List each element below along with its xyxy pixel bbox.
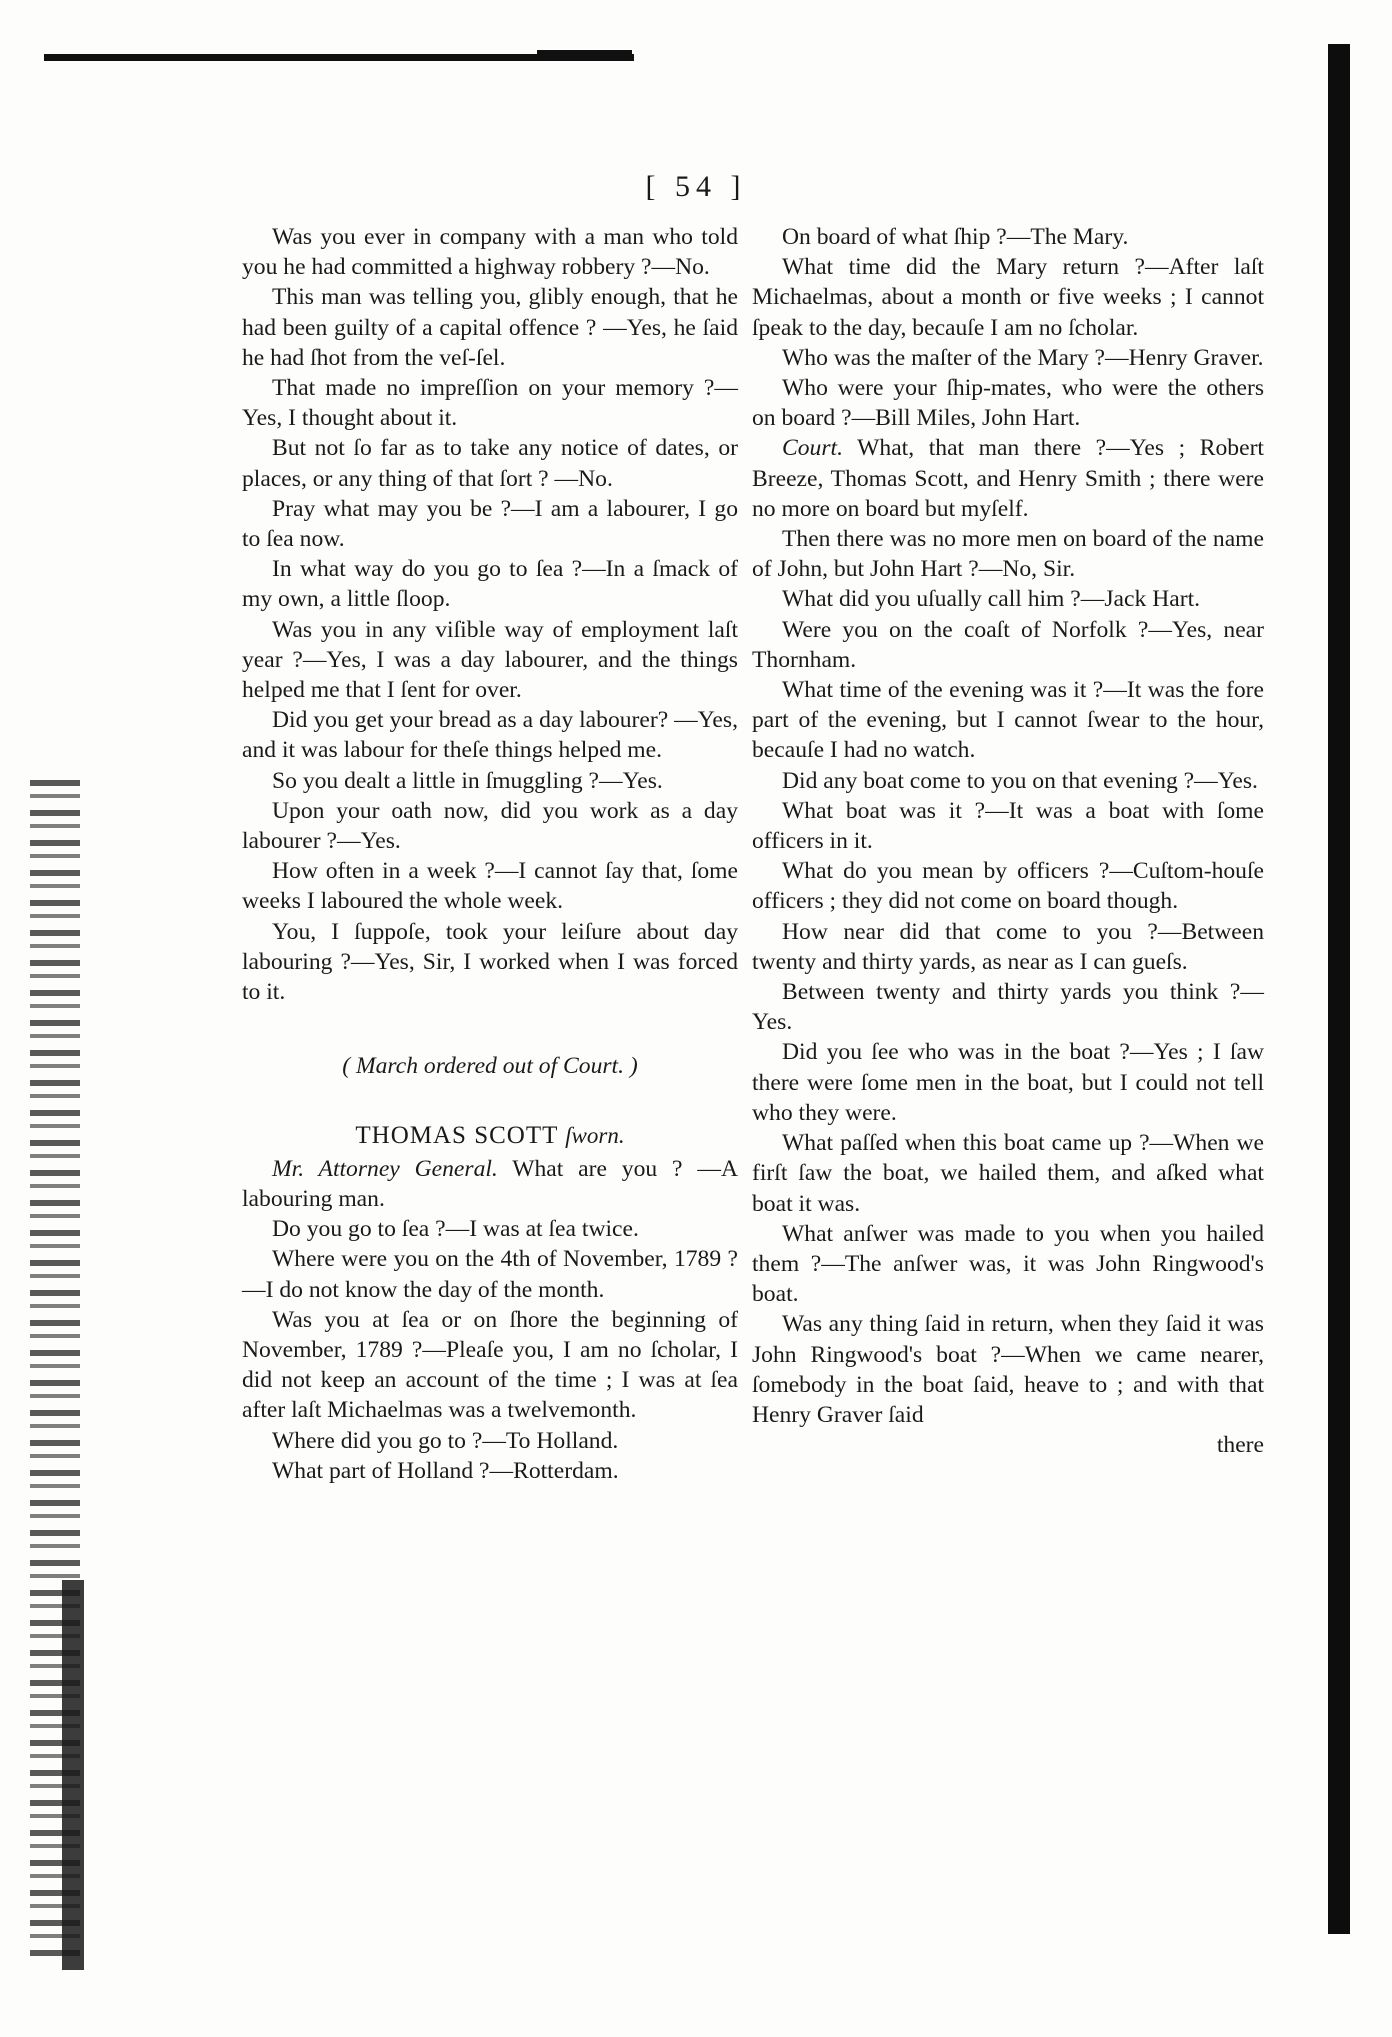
- paragraph: Did you get your bread as a day labourer? —Yes, and it was labour for theſe things helped me.: [242, 707, 738, 764]
- witness-heading: [242, 1121, 738, 1151]
- paragraph: [242, 1154, 738, 1214]
- paragraph: Where did you go to ?—To Holland.: [272, 1427, 619, 1454]
- paragraph: Do you go to ſea ?—I was at ſea twice.: [272, 1216, 639, 1243]
- paragraph: Was you at ſea or on ſhore the beginning of November, 1789 ?—Pleaſe you, I am no ſcholar, I did not keep an account of the time ; I was at ſea after laſt Michaelmas was a twelvemonth.: [242, 1306, 738, 1424]
- paragraph: How often in a week ?—I cannot ſay that, ſome weeks I laboured the whole week.: [242, 858, 738, 915]
- paragraph: In what way do you go to ſea ?—In a ſmack of my own, a little ſloop.: [242, 556, 738, 613]
- paragraph: Were you on the coaſt of Norfolk ?—Yes, near Thornham.: [752, 616, 1264, 673]
- paragraph: What part of Holland ?—Rotterdam.: [272, 1457, 619, 1484]
- left-column: [242, 222, 738, 1486]
- paragraph: What do you mean by officers ?—Cuſtom-houſe officers ; they did not come on board though.: [752, 858, 1264, 915]
- right-column: [752, 222, 1264, 1460]
- paragraph: What boat was it ?—It was a boat with ſome officers in it.: [752, 797, 1264, 855]
- paragraph: What time did the Mary return ?—After laſt Michaelmas, about a month or five weeks ; I cannot ſpeak to the day, becauſe I am no ſcholar.: [752, 254, 1264, 341]
- catchword: there: [1216, 1432, 1264, 1459]
- paragraph: Between twenty and thirty yards you think ?—Yes.: [752, 979, 1264, 1036]
- counsel-text: What are you ? —A labouring man.: [242, 1155, 738, 1212]
- paragraph: Then there was no more men on board of the name of John, but John Hart ?—No, Sir.: [752, 526, 1264, 583]
- sworn-label: ſworn.: [565, 1123, 625, 1149]
- paragraph: What time of the evening was it ?—It was the fore part of the evening, but I cannot ſwear to the hour, becauſe I had no watch.: [752, 677, 1264, 764]
- counsel-label: Mr. Attorney General.: [272, 1155, 498, 1182]
- paragraph: You, I ſuppoſe, took your leiſure about day labouring ?—Yes, Sir, I worked when I was forced to it.: [242, 918, 738, 1006]
- paragraph: This man was telling you, glibly enough, that he had been guilty of a capital offence ? —Yes, he ſaid he had ſhot from the veſ-ſel.: [242, 284, 738, 371]
- witness-name: THOMAS SCOTT: [355, 1122, 558, 1150]
- paragraph: Did any boat come to you on that evening ?—Yes.: [782, 767, 1258, 794]
- paragraph: Was any thing ſaid in return, when they ſaid it was John Ringwood's boat ?—When we came nearer, ſomebody in the boat ſaid, heave to ; and with that Henry Graver ſaid: [752, 1311, 1264, 1428]
- paragraph: Upon your oath now, did you work as a day labourer ?—Yes.: [242, 797, 738, 855]
- paragraph: Where were you on the 4th of November, 1789 ?—I do not know the day of the month.: [242, 1246, 738, 1303]
- scan-edge-rule-short: [537, 50, 632, 56]
- paragraph: So you dealt a little in ſmuggling ?—Yes.: [272, 767, 663, 794]
- paragraph: What paſſed when this boat came up ?—When we firſt ſaw the boat, we hailed them, and aſked what boat it was.: [752, 1130, 1264, 1217]
- paragraph: What anſwer was made to you when you hailed them ?—The anſwer was, it was John Ringwood's boat.: [752, 1220, 1264, 1308]
- paragraph: That made no impreſſion on your memory ?—Yes, I thought about it.: [242, 375, 738, 432]
- paragraph: Pray what may you be ?—I am a labourer, I go to ſea now.: [242, 495, 738, 553]
- paragraph: How near did that come to you ?—Between twenty and thirty yards, as near as I can gueſs.: [752, 918, 1264, 975]
- stage-direction: ( March ordered out of Court. ): [342, 1053, 638, 1080]
- paragraph: Who were your ſhip-mates, who were the others on board ?—Bill Miles, John Hart.: [752, 375, 1264, 432]
- paragraph: Was you in any viſible way of employment laſt year ?—Yes, I was a day labourer, and the things helped me that I ſent for over.: [242, 616, 738, 704]
- page-number: [ 54 ]: [645, 170, 747, 203]
- paragraph: But not ſo far as to take any notice of dates, or places, or any thing of that ſort ? —No.: [242, 435, 738, 492]
- court-label: Court.: [782, 435, 843, 462]
- court-text: What, that man there ?—Yes ; Robert Breeze, Thomas Scott, and Henry Smith ; there were no more on board but myſelf.: [752, 435, 1264, 522]
- paragraph: Was you ever in company with a man who told you he had committed a highway robbery ?—No.: [242, 224, 738, 281]
- paragraph: Did you ſee who was in the boat ?—Yes ; I ſaw there were ſome men in the boat, but I could not tell who they were.: [752, 1039, 1264, 1126]
- scan-left-gutter-shadow: [62, 1580, 84, 1970]
- paragraph: [752, 433, 1264, 524]
- paragraph: What did you uſually call him ?—Jack Hart.: [782, 586, 1201, 613]
- scan-right-edge-shadow: [1328, 44, 1350, 1934]
- paragraph: Who was the maſter of the Mary ?—Henry Graver.: [782, 344, 1264, 371]
- paragraph: On board of what ſhip ?—The Mary.: [782, 224, 1129, 250]
